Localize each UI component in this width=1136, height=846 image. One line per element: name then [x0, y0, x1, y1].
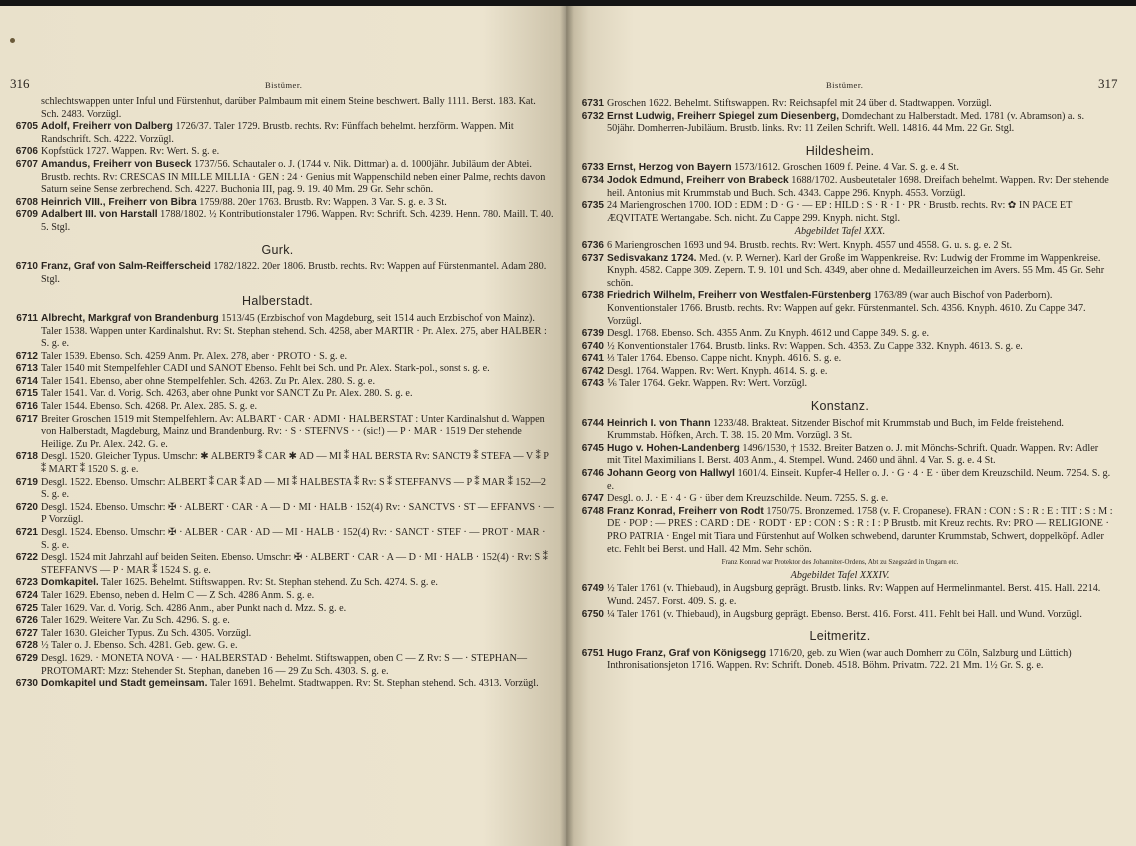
entry-description: ½ Taler 1761 (v. Thiebaud), in Augsburg geprägt. Brustb. links. Rv: Wappen auf Hermelinmantel. Berst. 415. Hall. 2214. Wund. 2457. Forst. 409. S. g. e.: [607, 583, 1101, 607]
catalog-entry: [0, 313, 555, 351]
left-page: [0, 6, 568, 846]
section-heading: Konstanz.: [810, 399, 870, 414]
lot-number: 6737: [581, 252, 604, 264]
entry-description: Desgl. 1522. Ebenso. Umschr: ALBERT ⁑ CAR ⁑ AD — MI ⁑ HALBESTA ⁑ Rv: S ⁑ STEFFANVS — P ⁑ MAR ⁑ 152—2 S. g. e.: [41, 476, 546, 501]
catalog-entry: [566, 200, 1114, 225]
lot-number: 6750: [581, 608, 604, 620]
ruler-name: Hugo Franz, Graf von Königsegg: [607, 647, 767, 659]
catalog-entry: [566, 493, 1114, 506]
entry-description: ⅓ Taler 1764. Ebenso. Cappe nicht. Knyph. 4616. S. g. e.: [607, 353, 842, 365]
catalog-entry: [0, 376, 555, 389]
entry-continuation: schlechtswappen unter Inful und Fürstenhut, darüber Palmbaum mit einem Steine beschwert. Bally 1111. Berst. 183. Kat. Sch. 2483. Vorzügl.: [41, 96, 536, 120]
running-head-left: Bistümer.: [265, 80, 303, 90]
entry-description: Desgl. 1768. Ebenso. Sch. 4355 Anm. Zu Knyph. 4612 und Cappe 349. S. g. e.: [607, 328, 930, 340]
entry-description: Desgl. 1524. Ebenso. Umschr: ✠ · ALBER · CAR · AD — MI · HALB · 152(4) Rv: · SANCT · STEF · — PROT · MAR · S. g. e.: [41, 527, 546, 551]
lot-number: 6735: [581, 200, 604, 212]
lot-number: 6742: [581, 365, 604, 377]
catalog-entry: [0, 502, 555, 527]
entry-description: 1782/1822. 20er 1806. Brustb. rechts. Rv: Wappen auf Fürstenmantel. Adam 280. Stgl.: [41, 261, 547, 285]
page-number-left: 316: [10, 76, 30, 91]
lot-number: 6725: [15, 602, 38, 614]
lot-number: 6708: [15, 196, 38, 208]
lot-number: 6733: [581, 162, 604, 174]
entry-description: 1750/75. Bronzemed. 1758 (v. F. Cropanese). FRAN : CON : S : R : E : TIT : S : M : DE · POP : — PRES : CARD : DE · RODT · EP : CON : S : R : I : P Brustb. mit Kreuz rechts. Rv: PRO — RELIGIONE · PRO PATRIA · Engel mit Tiara und Fürstenhut auf Wolken schwebend, darunter Krummstab, Schwert, doppelköpf. Adler etc. Fehlt bei Berst. und Hall. 42 Mm. Sehr schön.: [607, 505, 1113, 555]
lot-number: 6722: [15, 552, 38, 564]
lot-number: 6709: [15, 209, 38, 221]
catalog-entry: [566, 162, 1114, 175]
lot-number: 6741: [581, 353, 604, 365]
plate-reference: Abgebildet Tafel XXXIV.: [790, 569, 890, 581]
entry-description: Taler 1541. Var. d. Vorig. Sch. 4263, aber ohne Punkt vor SANCT Zu Pr. Alex. 280. S. g. e.: [41, 388, 413, 400]
section-heading: Halberstadt.: [242, 294, 313, 309]
entry-description: ½ Taler o. J. Ebenso. Sch. 4281. Geb. gew. G. e.: [41, 640, 238, 652]
ruler-name: Amandus, Freiherr von Buseck: [41, 158, 192, 170]
lot-number: 6748: [581, 505, 604, 517]
book-gutter: [560, 6, 574, 846]
catalog-entry: [0, 552, 555, 577]
catalog-entry: [0, 653, 555, 678]
entry-description: Taler 1625. Behelmt. Stiftswappen. Rv: St. Stephan stehend. Zu Sch. 4274. S. g. e.: [101, 577, 438, 589]
section-heading: Gurk.: [261, 242, 294, 257]
lot-number: 6747: [581, 493, 604, 505]
lot-number: 6744: [581, 417, 604, 429]
catalog-entry: [566, 378, 1114, 391]
entry-description: Desgl. 1764. Wappen. Rv: Wert. Knyph. 4614. S. g. e.: [607, 365, 828, 377]
catalog-entry: [566, 290, 1114, 328]
catalog-entry: [566, 98, 1114, 111]
lot-number: 6740: [581, 340, 604, 352]
page-number-right: 317: [1098, 76, 1118, 91]
lot-number: 6718: [15, 451, 38, 463]
catalog-entry: [0, 527, 555, 552]
catalog-entry: [0, 451, 555, 476]
entry-description: Breiter Groschen 1519 mit Stempelfehlern. Av: ALBART · CAR · ADMI · HALBERSTAT : Unter Kardinalshut d. Wappen von Halberstadt, Magdeburg, Mainz und Brandenburg. Rv: · S · STEFNVS · · (sic!) — P · MAR · 1519 Der stehende Heilige. Zu Pr. Alex. 242. G. e.: [41, 413, 545, 450]
entry-description: Desgl. 1524. Ebenso. Umschr: ✠ · ALBERT · CAR · A — D · MI · HALB · 152(4) Rv: · SANCTVS · ST — EFFANVS · — P Vorzügl.: [41, 501, 554, 526]
lot-number: 6724: [15, 589, 38, 601]
lot-number: 6734: [581, 174, 604, 186]
section-heading: Hildesheim.: [805, 143, 875, 158]
catalog-entry: [0, 477, 555, 502]
catalog-entry: [566, 506, 1114, 556]
ruler-name: Hugo v. Hohen-Landenberg: [607, 442, 740, 454]
entry-description: Desgl. o. J. · E · 4 · G · über dem Kreuzschilde. Neum. 7255. S. g. e.: [607, 493, 889, 505]
footnote: Franz Konrad war Protektor des Johanniter-Ordens, Abt zu Szegszárd in Ungarn etc.: [721, 558, 959, 567]
catalog-entry: [0, 261, 555, 286]
right-column: [566, 98, 1114, 673]
entry-description: 1737/56. Schautaler o. J. (1744 v. Nik. Dittmar) a. d. 1000jähr. Jubiläum der Abtei. Brustb. rechts. Rv: CRESCAS IN MILLE MILLIA · GEN : 24 · Genius mit Wappenschild neben einer Palme, rechts davon Saturn seine Sense zerbrechend. Sch. 4227. Buchonia III, pag. 9. 19. 40 Mm. 29 Gr. Sehr schön.: [41, 158, 546, 196]
ruler-name: Adalbert III. von Harstall: [41, 209, 158, 221]
catalog-entry: [0, 146, 555, 159]
catalog-entry: [566, 328, 1114, 341]
ruler-name: Franz Konrad, Freiherr von Rodt: [607, 505, 764, 517]
lot-number: 6728: [15, 640, 38, 652]
lot-number: 6710: [15, 261, 38, 273]
lot-number: 6743: [581, 378, 604, 390]
entry-description: Desgl. 1524 mit Jahrzahl auf beiden Seiten. Ebenso. Umschr: ✠ · ALBERT · CAR · A — D · MI · HALB · 152(4) · Rv: S ⁑ STEFFANVS — P · MAR ⁑ 1524 S. g. e.: [41, 552, 548, 576]
lot-number: 6749: [581, 583, 604, 595]
lot-number: 6739: [581, 328, 604, 340]
catalog-entry: [566, 583, 1114, 608]
catalog-entry: [0, 414, 555, 452]
ruler-name: Heinrich VIII., Freiherr von Bibra: [41, 196, 197, 208]
entry-description: 1726/37. Taler 1729. Brustb. rechts. Rv: Fünffach behelmt. herzförm. Wappen. Mit Randschrift. Sch. 4222. Vorzügl.: [41, 121, 514, 145]
ruler-name: Franz, Graf von Salm-Reifferscheid: [41, 261, 211, 273]
entry-description: ½ Konventionstaler 1764. Brustb. links. Rv: Wappen. Sch. 4353. Zu Cappe 332. Knyph. 4613. S. g. e.: [607, 340, 1023, 352]
lot-number: 6706: [15, 146, 38, 158]
catalog-entry: [566, 443, 1114, 468]
entry-description: 1601/4. Einseit. Kupfer-4 Heller o. J. · G · 4 · E · über dem Kreuzschild. Neum. 7254. S. g. e.: [607, 468, 1111, 492]
ruler-name: Adolf, Freiherr von Dalberg: [41, 121, 173, 133]
catalog-entry: [0, 388, 555, 401]
entry-description: ⅙ Taler 1764. Gekr. Wappen. Rv: Wert. Vorzügl.: [607, 378, 808, 390]
catalog-entry: [566, 648, 1114, 673]
lot-number: 6713: [15, 363, 38, 375]
entry-description: 1573/1612. Groschen 1609 f. Peine. 4 Var. S. g. e. 4 St.: [734, 162, 959, 174]
entry-description: Desgl. 1629. · MONETA NOVA · — · HALBERSTAD · Behelmt. Stiftswappen, oben C — Z Rv: S — · STEPHAN— PROTOMART: Mzz: Stehender St. Stephan, daneben 16 — 29 Zu Sch. 4303. S. g. e.: [41, 652, 528, 677]
catalog-entry: [566, 111, 1114, 136]
lot-number: 6711: [16, 312, 38, 324]
lot-number: 6717: [15, 413, 38, 425]
entry-description: 1759/88. 20er 1763. Brustb. Rv: Wappen. 3 Var. S. g. e. 3 St.: [199, 196, 447, 208]
ruler-name: Albrecht, Markgraf von Brandenburg: [41, 312, 219, 324]
plate-reference: Abgebildet Tafel XXX.: [794, 226, 886, 238]
lot-number: 6736: [581, 239, 604, 251]
catalog-entry: [566, 341, 1114, 354]
catalog-entry: [0, 615, 555, 628]
right-page: [566, 6, 1136, 846]
catalog-entry: [0, 603, 555, 616]
entry-description: Desgl. 1520. Gleicher Typus. Umschr: ✱ ALBERT9 ⁑ CAR ✱ AD — MI ⁑ HAL BERSTA Rv: SANCT9 ⁑ STEFA — V ⁑ P ⁑ MART ⁑ 1520 S. g. e.: [41, 451, 549, 476]
ruler-name: Friedrich Wilhelm, Freiherr von Westfalen-Fürstenberg: [607, 290, 872, 302]
catalog-entry: [566, 366, 1114, 379]
lot-number: 6746: [581, 468, 604, 480]
entry-description: Taler 1540 mit Stempelfehler CADI und SANOT Ebenso. Fehlt bei Sch. und Pr. Alex. Stark-pol., sonst s. g. e.: [41, 363, 490, 375]
entry-description: Domdechant zu Halberstadt. Med. 1781 (v. Abramson) a. s. 50jähr. Domherren-Jubiläum. Brustb. links. Rv: 11 Zeilen Schrift. Well. 14816. 44 Mm. 22 Gr. Stgl.: [607, 110, 1085, 135]
catalog-entry: [566, 240, 1114, 253]
catalog-entry: [0, 363, 555, 376]
entry-description: Taler 1630. Gleicher Typus. Zu Sch. 4305. Vorzügl.: [41, 627, 252, 639]
entry-description: Taler 1629. Weitere Var. Zu Sch. 4296. S. g. e.: [41, 615, 230, 627]
lot-number: 6707: [15, 158, 38, 170]
entry-description: Med. (v. P. Werner). Karl der Große im Wappenkreise. Rv: Ludwig der Fromme im Wappenkreise. Knyph. 4582. Cappe 309. Zepern. T. 9. 101 und Sch. 4349, aber ohne d. Medailleurzeichen im Avers. 55 Mm. 45 Gr. Sehr schön.: [607, 252, 1105, 289]
catalog-entry: [0, 590, 555, 603]
entry-description: Taler 1691. Behelmt. Stadtwappen. Rv: St. Stephan stehend. Sch. 4313. Vorzügl.: [209, 678, 539, 690]
lot-number: 6751: [581, 647, 604, 659]
lot-number: 6738: [581, 290, 604, 302]
catalog-entry: [566, 468, 1114, 493]
lot-number: 6745: [581, 442, 604, 454]
lot-number: 6715: [15, 388, 38, 400]
lot-number: 6705: [15, 121, 38, 133]
lot-number: 6719: [15, 476, 38, 488]
entry-description: Taler 1539. Ebenso. Sch. 4259 Anm. Pr. Alex. 278, aber · PROTO · S. g. e.: [41, 350, 348, 362]
running-head-right: Bistümer.: [826, 80, 864, 90]
section-heading: Leitmeritz.: [809, 629, 871, 644]
entry-description: Taler 1544. Ebenso. Sch. 4268. Pr. Alex. 285. S. g. e.: [41, 401, 258, 413]
catalog-entry: [566, 609, 1114, 622]
lot-number: 6727: [15, 627, 38, 639]
ruler-name: Johann Georg von Hallwyl: [607, 468, 735, 480]
catalog-entry: [0, 159, 555, 197]
entry-description: Groschen 1622. Behelmt. Stiftswappen. Rv: Reichsapfel mit 24 über d. Stadtwappen. Vorzügl.: [607, 98, 992, 109]
ruler-name: Sedisvakanz 1724.: [607, 252, 697, 264]
entry-description: ¼ Taler 1761 (v. Thiebaud), in Augsburg geprägt. Ebenso. Berst. 416. Forst. 411. Fehlt bei Hall. und Wund. Vorzügl.: [607, 608, 1082, 620]
catalog-entry: [0, 209, 555, 234]
entry-description: Taler 1629. Ebenso, neben d. Helm C — Z Sch. 4286 Anm. S. g. e.: [41, 589, 315, 601]
lot-number: 6721: [15, 527, 38, 538]
lot-number: 6729: [15, 652, 38, 664]
lot-number: 6716: [15, 401, 38, 413]
catalog-entry: [566, 353, 1114, 366]
catalog-entry: [0, 678, 555, 691]
lot-number: 6712: [15, 350, 38, 362]
entry-description: 6 Mariengroschen 1693 und 94. Brustb. rechts. Rv: Wert. Knyph. 4557 und 4558. G. u. s. g. e. 2 St.: [607, 239, 1013, 251]
entry-description: 1763/89 (war auch Bischof von Paderborn). Konventionstaler 1766. Brustb. rechts. Rv: Wappen auf gekr. Fürstenmantel. Sch. 4356. Knyph. 4610. Zu Cappe 347. Vorzügl.: [607, 290, 1086, 327]
catalog-entry: [0, 577, 555, 590]
entry-description: 1716/20, geb. zu Wien (war auch Domherr zu Cöln, Salzburg und Lüttich) Inthronisationsjeton 1716. Wappen. Rv: Schrift. Doneb. 4518. Böhm. Privatm. 722. 21 Mm. 1½ Gr. S. g. e.: [607, 647, 1072, 672]
ruler-name: Domkapitel und Stadt gemeinsam.: [41, 678, 208, 690]
lot-number: 6720: [15, 501, 38, 513]
ruler-name: Jodok Edmund, Freiherr von Brabeck: [607, 174, 789, 186]
ruler-name: Ernst Ludwig, Freiherr Spiegel zum Diesenberg,: [607, 110, 840, 122]
lot-number: 6731: [581, 98, 604, 109]
catalog-entry: [0, 640, 555, 653]
entry-description: 1233/48. Brakteat. Sitzender Bischof mit Krummstab und Buch, im Felde freistehend. Krummstab. Höfken, Arch. T. 38. 15. 20 Mm. Vorzügl. 3 St.: [607, 417, 1064, 442]
entry-description: 24 Mariengroschen 1700. IOD : EDM : D · G · — EP : HILD : S · R · I · PR · Brustb. rechts. Rv: ✿ IN PACE ET ÆQVITATE Wertangabe. Sch. nicht. Zu Cappe 299. Knyph. nicht. Stgl.: [607, 200, 1073, 224]
catalog-entry: [0, 351, 555, 364]
entry-description: 1788/1802. ½ Kontributionstaler 1796. Wappen. Rv: Schrift. Sch. 4239. Henn. 780. Maill. T. 40. 5. Stgl.: [41, 209, 554, 233]
entry-description: 1688/1702. Ausbeutetaler 1698. Dreifach behelmt. Wappen. Rv: Der stehende heil. Antonius mit Krummstab und Buch. Sch. 4343. Cappe 296. Knyph. 4553. Vorzügl.: [607, 174, 1109, 199]
entry-description: 1513/45 (Erzbischof von Magdeburg, seit 1514 auch Erzbischof von Mainz). Taler 1538. Wappen unter Kardinalshut. Rv: St. Stephan stehend. Sch. 4258, aber MARTIR · Pr. Alex. 275, aber HALBER : S. g. e.: [41, 312, 547, 350]
lot-number: 6732: [581, 110, 604, 122]
entry-description: Taler 1629. Var. d. Vorig. Sch. 4286 Anm., aber Punkt nach d. Mzz. S. g. e.: [41, 602, 347, 614]
catalog-entry: [566, 253, 1114, 291]
catalog-entry: [0, 628, 555, 641]
catalog-entry: [566, 418, 1114, 443]
left-column: [0, 96, 555, 691]
ruler-name: Ernst, Herzog von Bayern: [607, 162, 732, 174]
entry-description: Taler 1541. Ebenso, aber ohne Stempelfehler. Sch. 4263. Zu Pr. Alex. 280. S. g. e.: [41, 375, 375, 387]
catalog-entry: [0, 401, 555, 414]
entry-description: 1496/1530, † 1532. Breiter Batzen o. J. mit Mönchs-Schrift. Quadr. Wappen. Rv: Adler mit Titel Maximilians I. Berst. 403 Anm., 4. Stempel. Wund. 2460 und ähnl. 4 Var. S. g. e. 4 St.: [607, 442, 1099, 467]
catalog-entry: [0, 197, 555, 210]
paper-spot: [10, 38, 15, 43]
lot-number: 6726: [15, 615, 38, 627]
ruler-name: Heinrich I. von Thann: [607, 417, 711, 429]
catalog-entry: [566, 175, 1114, 200]
ruler-name: Domkapitel.: [41, 577, 99, 589]
lot-number: 6714: [15, 375, 38, 387]
lot-number: 6730: [15, 678, 38, 690]
lot-number: 6723: [15, 577, 38, 589]
entry-description: Kopfstück 1727. Wappen. Rv: Wert. S. g. e.: [41, 146, 220, 158]
catalog-entry: [0, 121, 555, 146]
